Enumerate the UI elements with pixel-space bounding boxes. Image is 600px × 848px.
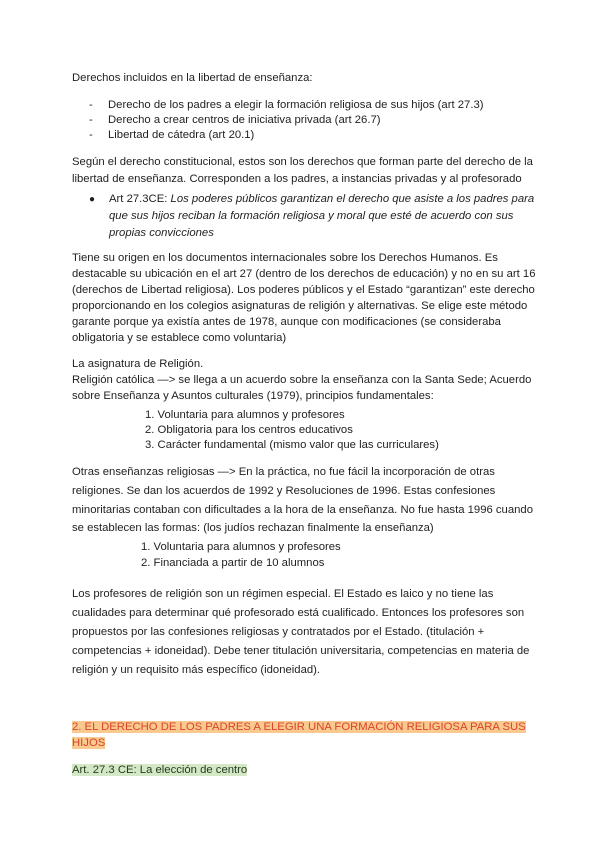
subheading: Art. 27.3 CE: La elección de centro <box>72 764 248 776</box>
bullet-icon: ● <box>89 194 96 205</box>
heading-line: 2. EL DERECHO DE LOS PADRES A ELEGIR UNA FORMACIÓN RELIGIOSA PARA SUS <box>72 721 526 733</box>
paragraph-line: minoritarias contaban con dificultades a la hora de la enseñanza. No fue hasta 1996 cuando <box>72 504 533 516</box>
paragraph-line: Los profesores de religión son un régimen especial. El Estado es laico y no tiene las <box>72 588 494 600</box>
paragraph-line: sobre Enseñanza y Asuntos culturales (1979), principios fundamentales: <box>72 390 434 402</box>
list-item: 2. Financiada a partir de 10 alumnos <box>141 557 325 569</box>
paragraph-line: Según el derecho constitucional, estos son los derechos que forman parte del derecho de la <box>72 156 533 168</box>
list-item: - Derecho a crear centros de iniciativa privada (art 26.7) <box>89 114 381 126</box>
paragraph-line: La asignatura de Religión. <box>72 358 204 370</box>
paragraph-line: propuestos por las confesiones religiosas y contratados por el Estado. (titulación + <box>72 626 485 638</box>
paragraph-line: competencias + idoneidad). Debe tener titulación universitaria, competencias en materia de <box>72 645 530 657</box>
paragraph-line: (derechos de Libertad religiosa). Los poderes públicos y el Estado “garantizan” este derecho <box>72 284 535 296</box>
paragraph-line: religión y un requisito más específico (idoneidad). <box>72 664 321 676</box>
list-item: 1. Voluntaria para alumnos y profesores <box>145 409 345 421</box>
article-label: Art 27.3CE: <box>109 193 171 205</box>
paragraph-line: destacable su ubicación en el art 27 (dentro de los derechos de educación) y no en su art 16 <box>72 268 536 280</box>
paragraph-line: garante porque ya existía antes de 1978, aunque con modificaciones (se consideraba <box>72 316 501 328</box>
article-quote: que sus hijos reciban la formación religiosa y moral que esté de acuerdo con sus <box>109 210 514 222</box>
list-item: - Libertad de cátedra (art 20.1) <box>89 129 255 141</box>
list-item: 1. Voluntaria para alumnos y profesores <box>141 541 341 553</box>
paragraph-line: Tiene su origen en los documentos internacionales sobre los Derechos Humanos. Es <box>72 252 498 264</box>
list-item: 3. Carácter fundamental (mismo valor que las curriculares) <box>145 439 439 451</box>
paragraph-line: religiones. Se dan los acuerdos de 1992 y Resoluciones de 1996. Estas confesiones <box>72 485 496 497</box>
article-quote: propias convicciones <box>109 227 214 239</box>
article-quote: Los poderes públicos garantizan el derecho que asiste a los padres para <box>170 193 535 205</box>
paragraph-line: se establecen las formas: (los judíos rechazan finalmente la enseñanza) <box>72 522 434 534</box>
paragraph-line: Otras enseñanzas religiosas —> En la práctica, no fue fácil la incorporación de otras <box>72 466 495 478</box>
paragraph-line: proporcionando en los colegios asignaturas de religión y alternativas. Se elige este método <box>72 300 528 312</box>
paragraph-line: obligatoria y se establece como voluntaria) <box>72 332 287 344</box>
list-item: - Derecho de los padres a elegir la formación religiosa de sus hijos (art 27.3) <box>89 99 484 111</box>
paragraph-line: Religión católica —> se llega a un acuerdo sobre la enseñanza con la Santa Sede; Acuerdo <box>72 374 532 386</box>
list-item: 2. Obligatoria para los centros educativos <box>145 424 353 436</box>
intro-heading: Derechos incluidos en la libertad de enseñanza: <box>72 72 313 84</box>
paragraph-line: libertad de enseñanza. Corresponden a los padres, a instancias privadas y al profesorado <box>72 173 522 185</box>
paragraph-line: cualidades para determinar qué profesorado está cualificado. Entonces los profesores son <box>72 607 525 619</box>
heading-line: HIJOS <box>72 737 106 749</box>
